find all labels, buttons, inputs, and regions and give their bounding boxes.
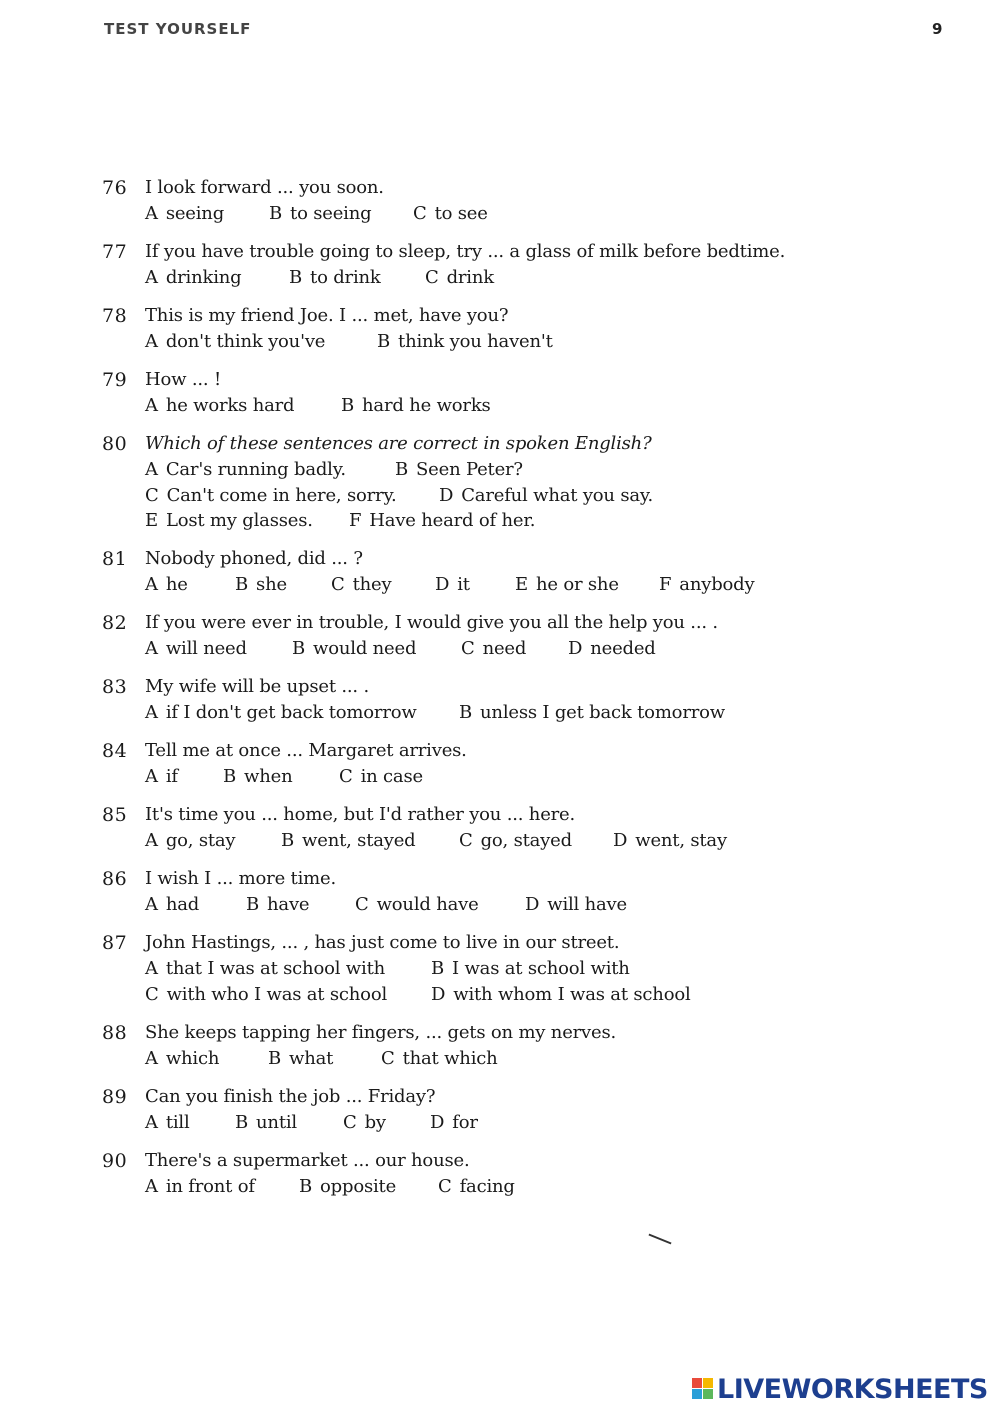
option-letter: D: [430, 1112, 445, 1133]
option-text: by: [364, 1112, 386, 1133]
answer-option-c[interactable]: [459, 830, 572, 851]
option-text: opposite: [320, 1176, 397, 1197]
option-text: will have: [547, 894, 627, 915]
option-letter: B: [269, 203, 283, 224]
option-letter: D: [525, 894, 540, 915]
option-text: in front of: [165, 1176, 255, 1197]
option-letter: B: [377, 331, 391, 352]
option-letter: A: [145, 766, 158, 787]
question-text: My wife will be upset ... .: [145, 676, 369, 697]
option-row: [145, 894, 945, 918]
option-row: [145, 766, 945, 790]
option-letter: C: [413, 203, 427, 224]
answer-option-b[interactable]: [299, 1176, 396, 1197]
option-letter: B: [395, 459, 409, 480]
option-letter: C: [425, 267, 439, 288]
answer-option-d[interactable]: [568, 638, 656, 659]
answer-option-b[interactable]: [235, 1112, 297, 1133]
option-text: which: [165, 1048, 220, 1069]
answer-option-d[interactable]: [613, 830, 727, 851]
option-text: he or she: [535, 574, 619, 595]
option-letter: E: [145, 510, 158, 531]
answer-option-c[interactable]: [461, 638, 526, 659]
question-text: Tell me at once ... Margaret arrives.: [145, 740, 467, 761]
option-letter: C: [145, 484, 159, 506]
option-letter: B: [281, 830, 295, 851]
option-text: he works hard: [165, 395, 295, 416]
option-letter: C: [355, 894, 369, 915]
option-letter: A: [145, 331, 158, 352]
question-number: 84: [102, 740, 128, 762]
option-text: would have: [376, 894, 479, 915]
option-text: to see: [434, 203, 488, 224]
option-text: that I was at school with: [165, 958, 385, 979]
question-text: How ... !: [145, 369, 221, 390]
answer-option-a[interactable]: [145, 1112, 190, 1133]
answer-option-a[interactable]: [145, 459, 346, 480]
option-text: seeing: [165, 203, 225, 224]
page-number: 9: [932, 20, 943, 38]
option-text: facing: [459, 1176, 515, 1197]
option-text: to drink: [310, 267, 381, 288]
answer-option-d[interactable]: [435, 574, 470, 595]
answer-option-b[interactable]: [431, 958, 630, 979]
question-number: 86: [102, 868, 128, 890]
option-text: he: [165, 574, 188, 595]
answer-option-b[interactable]: [235, 574, 287, 595]
answer-option-c[interactable]: [413, 203, 488, 224]
option-letter: B: [431, 958, 445, 979]
option-text: they: [352, 574, 392, 595]
option-letter: D: [613, 830, 628, 851]
option-letter: A: [145, 1048, 158, 1069]
answer-option-f[interactable]: [659, 574, 754, 595]
option-letter: C: [459, 830, 473, 851]
option-letter: A: [145, 459, 158, 480]
question-text: If you have trouble going to sleep, try ... a glass of milk before bedtime.: [145, 241, 786, 262]
option-text: anybody: [679, 574, 755, 595]
option-letter: D: [431, 983, 446, 1005]
option-row: [145, 510, 945, 534]
question-number: 76: [102, 177, 128, 199]
answer-option-b[interactable]: [341, 395, 491, 416]
question-text: If you were ever in trouble, I would give you all the help you ... .: [145, 612, 718, 633]
option-text: Lost my glasses.: [165, 510, 313, 531]
answer-option-c[interactable]: [343, 1112, 386, 1133]
option-text: with whom I was at school: [453, 983, 691, 1005]
option-letter: B: [235, 574, 249, 595]
option-text: to seeing: [290, 203, 372, 224]
option-text: had: [165, 894, 200, 915]
option-text: Seen Peter?: [416, 459, 523, 480]
option-row: [145, 1176, 945, 1200]
answer-option-c[interactable]: [425, 267, 494, 288]
option-letter: C: [438, 1176, 452, 1197]
option-text: drinking: [165, 267, 242, 288]
option-row: [145, 331, 945, 355]
option-letter: D: [435, 574, 450, 595]
answer-option-b[interactable]: [377, 331, 553, 352]
answer-option-c[interactable]: [381, 1048, 498, 1069]
option-letter: A: [145, 203, 158, 224]
option-letter: C: [331, 574, 345, 595]
question-text: Which of these sentences are correct in spoken English?: [145, 433, 652, 454]
question-number: 81: [102, 548, 128, 570]
question-text: I wish I ... more time.: [145, 868, 336, 889]
option-letter: A: [145, 894, 158, 915]
answer-option-a[interactable]: [145, 574, 188, 595]
option-row: [145, 1112, 945, 1136]
option-letter: C: [461, 638, 475, 659]
option-row: [145, 830, 945, 854]
option-letter: C: [145, 983, 159, 1005]
option-row: [145, 1048, 945, 1072]
answer-option-b[interactable]: [269, 203, 371, 224]
question-number: 80: [102, 433, 128, 455]
option-text: have: [267, 894, 310, 915]
option-text: that which: [402, 1048, 498, 1069]
option-letter: B: [289, 267, 303, 288]
option-text: drink: [446, 267, 494, 288]
option-text: if: [165, 766, 178, 787]
answer-option-d[interactable]: [430, 1112, 478, 1133]
page-header-title: TEST YOURSELF: [104, 20, 252, 38]
answer-option-a[interactable]: [145, 267, 241, 288]
answer-option-a[interactable]: [145, 395, 294, 416]
option-letter: C: [339, 766, 353, 787]
option-letter: A: [145, 1176, 158, 1197]
option-letter: A: [145, 1112, 158, 1133]
logo-text: LIVEWORKSHEETS: [717, 1373, 988, 1405]
option-text: Car's running badly.: [165, 459, 346, 480]
answer-option-e[interactable]: [515, 574, 619, 595]
answer-option-b[interactable]: [281, 830, 416, 851]
option-letter: B: [459, 702, 473, 723]
option-text: went, stay: [635, 830, 727, 851]
option-letter: D: [439, 484, 454, 506]
answer-option-b[interactable]: [459, 702, 725, 723]
option-letter: B: [223, 766, 237, 787]
option-text: with who I was at school: [166, 983, 388, 1005]
answer-option-c[interactable]: [339, 766, 423, 787]
answer-option-a[interactable]: [145, 1048, 219, 1069]
question-text: This is my friend Joe. I ... met, have you?: [145, 305, 509, 326]
stray-pen-mark: [648, 1234, 671, 1245]
question-text: It's time you ... home, but I'd rather you ... here.: [145, 804, 576, 825]
question-number: 79: [102, 369, 128, 391]
option-text: go, stay: [165, 830, 236, 851]
option-row: [145, 203, 945, 227]
answer-option-a[interactable]: [145, 894, 199, 915]
option-text: hard he works: [362, 395, 491, 416]
option-row: [145, 702, 945, 726]
answer-option-a[interactable]: [145, 203, 224, 224]
option-letter: B: [235, 1112, 249, 1133]
question-text: John Hastings, ... , has just come to live in our street.: [145, 932, 620, 953]
answer-option-a[interactable]: [145, 830, 235, 851]
option-row: [145, 984, 945, 1008]
option-text: Careful what you say.: [461, 484, 654, 506]
option-text: when: [244, 766, 293, 787]
option-letter: A: [145, 702, 158, 723]
option-letter: E: [515, 574, 528, 595]
question-text: I look forward ... you soon.: [145, 177, 384, 198]
option-text: don't think you've: [165, 331, 326, 352]
option-text: went, stayed: [302, 830, 416, 851]
option-text: Have heard of her.: [369, 510, 536, 531]
option-text: think you haven't: [398, 331, 553, 352]
answer-option-e[interactable]: [145, 510, 313, 531]
option-letter: B: [268, 1048, 282, 1069]
option-text: it: [457, 574, 470, 595]
option-letter: A: [145, 638, 158, 659]
question-text: She keeps tapping her fingers, ... gets on my nerves.: [145, 1022, 617, 1043]
answer-option-c[interactable]: [145, 984, 387, 1005]
question-number: 90: [102, 1150, 128, 1172]
answer-option-a[interactable]: [145, 1176, 255, 1197]
option-text: until: [256, 1112, 297, 1133]
answer-option-c[interactable]: [355, 894, 479, 915]
option-row: [145, 267, 945, 291]
answer-option-a[interactable]: [145, 331, 325, 352]
option-letter: A: [145, 958, 158, 979]
option-text: I was at school with: [452, 958, 630, 979]
option-letter: A: [145, 395, 158, 416]
option-text: she: [256, 574, 287, 595]
option-letter: A: [145, 574, 158, 595]
question-number: 78: [102, 305, 128, 327]
option-row: [145, 574, 945, 598]
option-row: [145, 485, 945, 509]
answer-option-c[interactable]: [438, 1176, 515, 1197]
liveworksheets-logo-icon: [692, 1378, 714, 1400]
answer-option-b[interactable]: [223, 766, 292, 787]
question-number: 89: [102, 1086, 128, 1108]
question-number: 82: [102, 612, 128, 634]
answer-option-b[interactable]: [246, 894, 309, 915]
question-text: Nobody phoned, did ... ?: [145, 548, 363, 569]
option-row: [145, 395, 945, 419]
option-text: if I don't get back tomorrow: [165, 702, 417, 723]
answer-option-b[interactable]: [292, 638, 416, 659]
option-row: [145, 958, 945, 982]
option-text: need: [482, 638, 527, 659]
question-number: 88: [102, 1022, 128, 1044]
option-text: till: [165, 1112, 190, 1133]
option-letter: C: [343, 1112, 357, 1133]
option-letter: A: [145, 267, 158, 288]
option-letter: B: [292, 638, 306, 659]
answer-option-b[interactable]: [289, 267, 381, 288]
question-text: There's a supermarket ... our house.: [145, 1150, 470, 1171]
answer-option-d[interactable]: [439, 485, 653, 506]
answer-option-d[interactable]: [525, 894, 627, 915]
answer-option-c[interactable]: [331, 574, 391, 595]
option-letter: F: [349, 510, 362, 531]
option-row: [145, 459, 945, 483]
answer-option-a[interactable]: [145, 766, 178, 787]
option-text: Can't come in here, sorry.: [166, 484, 397, 506]
answer-option-b[interactable]: [268, 1048, 333, 1069]
answer-option-d[interactable]: [431, 984, 691, 1005]
option-letter: B: [246, 894, 260, 915]
option-text: go, stayed: [480, 830, 572, 851]
question-number: 77: [102, 241, 128, 263]
option-letter: B: [299, 1176, 313, 1197]
answer-option-a[interactable]: [145, 638, 247, 659]
question-text: Can you finish the job ... Friday?: [145, 1086, 436, 1107]
question-number: 87: [102, 932, 128, 954]
option-text: needed: [590, 638, 656, 659]
option-text: would need: [313, 638, 417, 659]
answer-option-b[interactable]: [395, 459, 523, 480]
answer-option-a[interactable]: [145, 958, 385, 979]
liveworksheets-logo[interactable]: [692, 1374, 992, 1404]
option-text: unless I get back tomorrow: [480, 702, 725, 723]
question-number: 83: [102, 676, 128, 698]
answer-option-c[interactable]: [145, 485, 397, 506]
question-number: 85: [102, 804, 128, 826]
option-row: [145, 638, 945, 662]
answer-option-f[interactable]: [349, 510, 535, 531]
option-letter: A: [145, 830, 158, 851]
option-letter: B: [341, 395, 355, 416]
option-letter: F: [659, 574, 672, 595]
option-text: for: [452, 1112, 478, 1133]
option-letter: D: [568, 638, 583, 659]
option-text: what: [289, 1048, 334, 1069]
option-letter: C: [381, 1048, 395, 1069]
answer-option-a[interactable]: [145, 702, 417, 723]
option-text: will need: [165, 638, 247, 659]
option-text: in case: [360, 766, 423, 787]
